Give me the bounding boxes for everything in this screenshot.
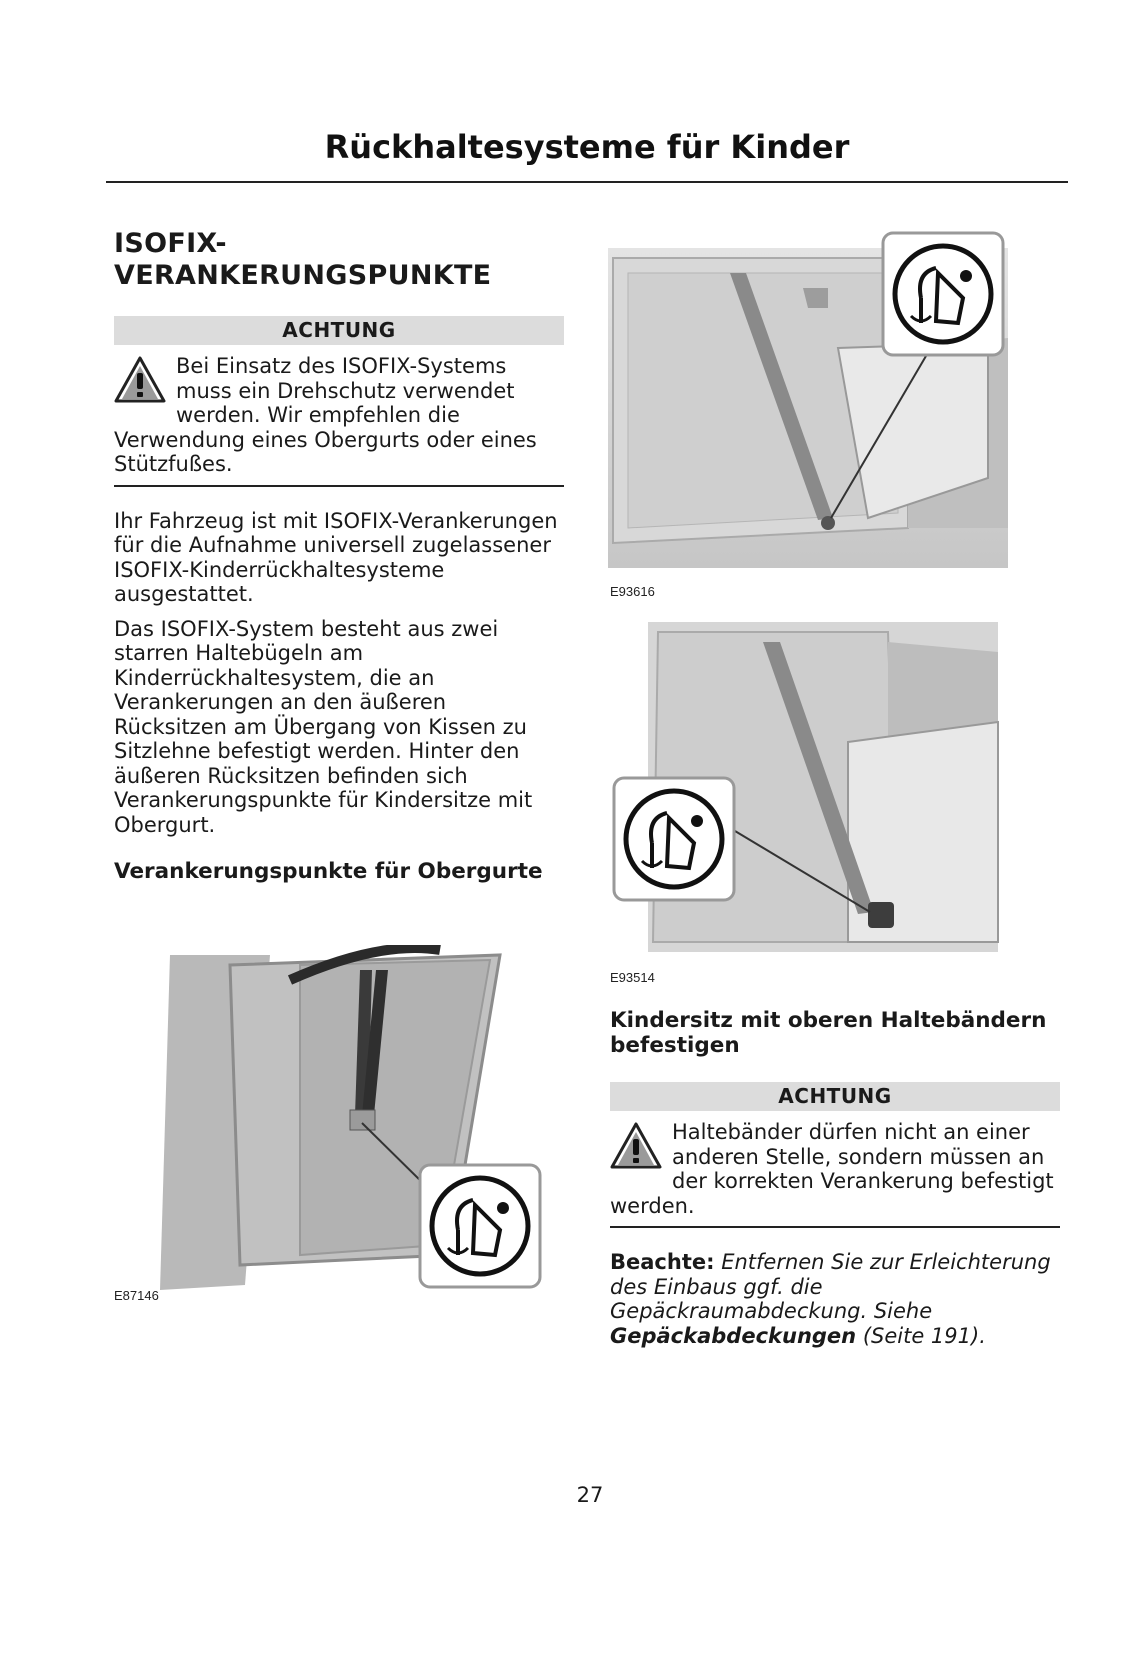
warning-rule — [610, 1226, 1060, 1228]
warning-box-isofix — [114, 316, 564, 487]
figure-tether — [150, 945, 545, 1295]
warning-label: ACHTUNG — [610, 1082, 1060, 1111]
warning-body — [610, 1120, 1060, 1218]
header-rule — [106, 181, 1068, 183]
section-heading-tether: Verankerungspunkte für Obergurte — [114, 859, 543, 884]
illustration-rear-seat-1 — [608, 228, 1038, 573]
paragraph-intro: Ihr Fahrzeug ist mit ISOFIX-Verankerungen für die Aufnahme universell zugelassener ISOFIX-Kinderrückhaltesysteme ausgestattet. — [114, 508, 558, 606]
left-column — [114, 228, 564, 884]
note-lead: Beachte: — [610, 1250, 715, 1274]
warning-body — [114, 354, 564, 477]
figure-code-2: E93514 — [610, 970, 655, 985]
warning-box-tether — [610, 1082, 1060, 1228]
figure-isofix-2 — [608, 612, 1008, 960]
warning-text: Haltebänder dürfen nicht an einer anderen Stelle, sondern müssen an der korrekten Verankerung befestigt werden. — [610, 1120, 1054, 1218]
figure-code-3: E87146 — [114, 1288, 159, 1303]
cross-reference-link[interactable]: Gepäckabdeckungen — [610, 1323, 857, 1348]
warning-text: Bei Einsatz des ISOFIX-Systems muss ein Drehschutz verwendet werden. Wir empfehlen die Verwendung eines Obergurts oder eines Stützfußes. — [114, 354, 537, 476]
warning-rule — [114, 485, 564, 487]
warning-label: ACHTUNG — [114, 316, 564, 345]
heading-line-2: VERANKERUNGSPUNKTE — [114, 260, 492, 291]
figure-code-1: E93616 — [610, 584, 655, 599]
section-heading-isofix — [114, 228, 564, 292]
note-body: Entfernen Sie zur Erleichterung des Einbaus ggf. die Gepäckraumabdeckung. Siehe — [610, 1250, 1051, 1323]
page-number: 27 — [576, 1483, 604, 1507]
warning-triangle-icon — [610, 1121, 662, 1171]
figure-isofix-1 — [608, 228, 1038, 573]
heading-line-1: ISOFIX- — [114, 228, 227, 259]
warning-triangle-icon — [114, 355, 166, 405]
illustration-rear-seat-2 — [608, 612, 1008, 960]
page-title: Rückhaltesysteme für Kinder — [324, 128, 850, 166]
note-paragraph — [610, 1250, 1060, 1348]
note-page-ref: (Seite 191). — [862, 1323, 986, 1348]
section-heading-top-tether: Kindersitz mit oberen Haltebändern befestigen — [610, 1008, 1047, 1058]
illustration-seat-back-tether — [150, 945, 545, 1295]
right-column — [610, 1008, 1060, 1348]
paragraph-system: Das ISOFIX-System besteht aus zwei starren Haltebügeln am Kinderrückhaltesystem, die an Verankerungen an den äußeren Rücksitzen am Übergang von Kissen zu Sitzlehne befestigt werden. Hinter den äußeren Rücksitzen befinden sich Verankerungspunkte für Kindersitze mit Obergurt. — [114, 616, 533, 837]
